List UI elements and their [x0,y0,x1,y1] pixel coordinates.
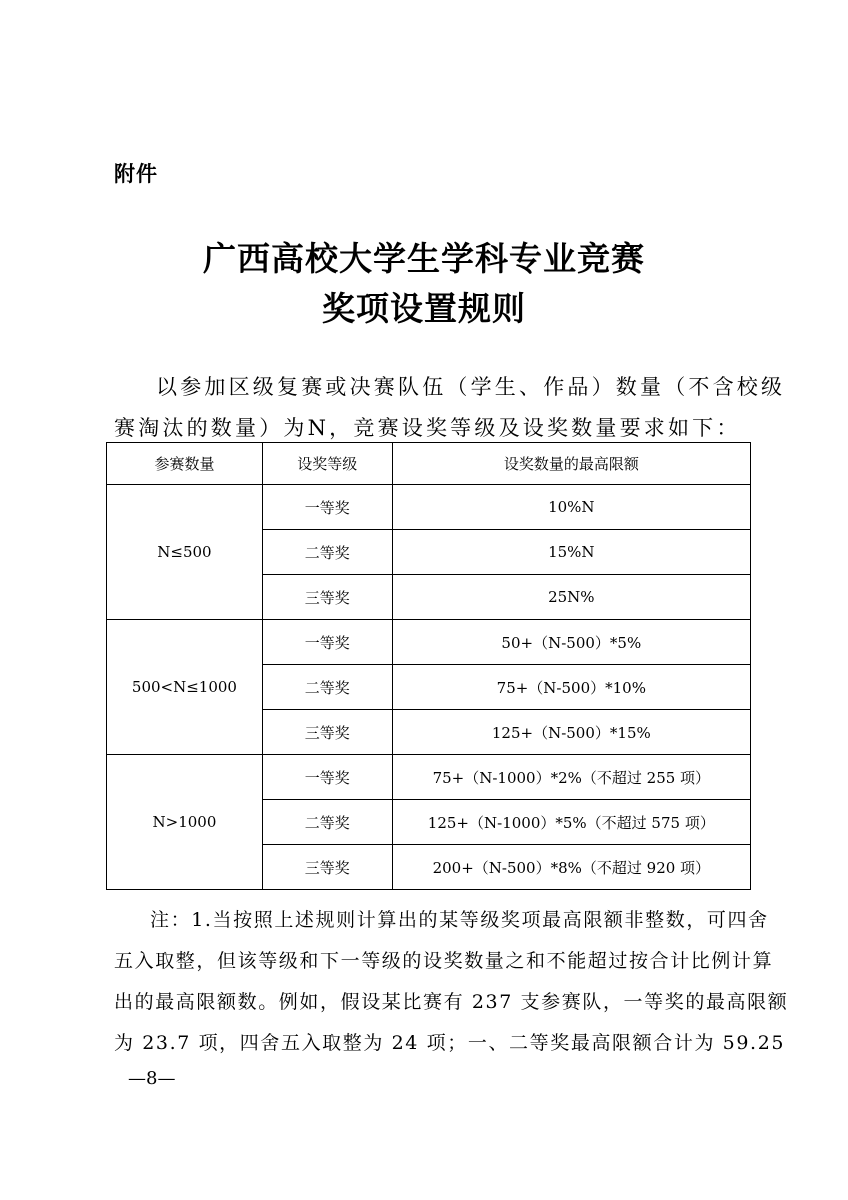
participant-range-cell: N≤500 [107,485,263,620]
award-level-cell: 一等奖 [262,620,392,665]
participant-range-cell: 500<N≤1000 [107,620,263,755]
award-level-cell: 二等奖 [262,665,392,710]
table-header-row [107,443,751,485]
note-line-2: 五入取整，但该等级和下一等级的设奖数量之和不能超过按合计比例计算 [114,950,774,972]
award-limit-cell: 75+（N-1000）*2%（不超过 255 项） [392,755,750,800]
award-level-cell: 二等奖 [262,800,392,845]
award-limit-cell: 200+（N-500）*8%（不超过 920 项） [392,845,750,890]
intro-paragraph-line-2: 赛淘汰的数量）为N，竞赛设奖等级及设奖数量要求如下： [114,416,741,440]
award-limit-cell: 50+（N-500）*5% [392,620,750,665]
table-row [107,620,751,665]
award-level-cell: 二等奖 [262,530,392,575]
document-title-line-2: 奖项设置规则 [322,289,526,328]
award-limit-cell: 125+（N-1000）*5%（不超过 575 项） [392,800,750,845]
award-limit-cell: 15%N [392,530,750,575]
award-limit-cell: 75+（N-500）*10% [392,665,750,710]
attachment-label: 附件 [114,162,158,186]
award-level-cell: 一等奖 [262,755,392,800]
award-limit-cell: 25N% [392,575,750,620]
header-max-award-quota: 设奖数量的最高限额 [392,443,750,485]
award-level-cell: 三等奖 [262,575,392,620]
intro-paragraph-line-1: 以参加区级复赛或决赛队伍（学生、作品）数量（不含校级 [156,375,786,399]
note-line-1: 注：1.当按照上述规则计算出的某等级奖项最高限额非整数，可四舍 [150,909,769,931]
note-line-4: 为 23.7 项，四舍五入取整为 24 项；一、二等奖最高限额合计为 59.25 [114,1032,786,1054]
award-level-cell: 一等奖 [262,485,392,530]
note-line-3: 出的最高限额数。例如，假设某比赛有 237 支参赛队，一等奖的最高限额 [114,991,789,1013]
table-row [107,755,751,800]
table-row [107,485,751,530]
award-rules-table [106,442,751,890]
award-limit-cell: 10%N [392,485,750,530]
award-level-cell: 三等奖 [262,845,392,890]
header-award-level: 设奖等级 [262,443,392,485]
document-title-line-1: 广西高校大学生学科专业竞赛 [203,239,645,278]
participant-range-cell: N>1000 [107,755,263,890]
award-limit-cell: 125+（N-500）*15% [392,710,750,755]
page-number: —8— [128,1068,176,1089]
award-level-cell: 三等奖 [262,710,392,755]
header-participant-count: 参赛数量 [107,443,263,485]
